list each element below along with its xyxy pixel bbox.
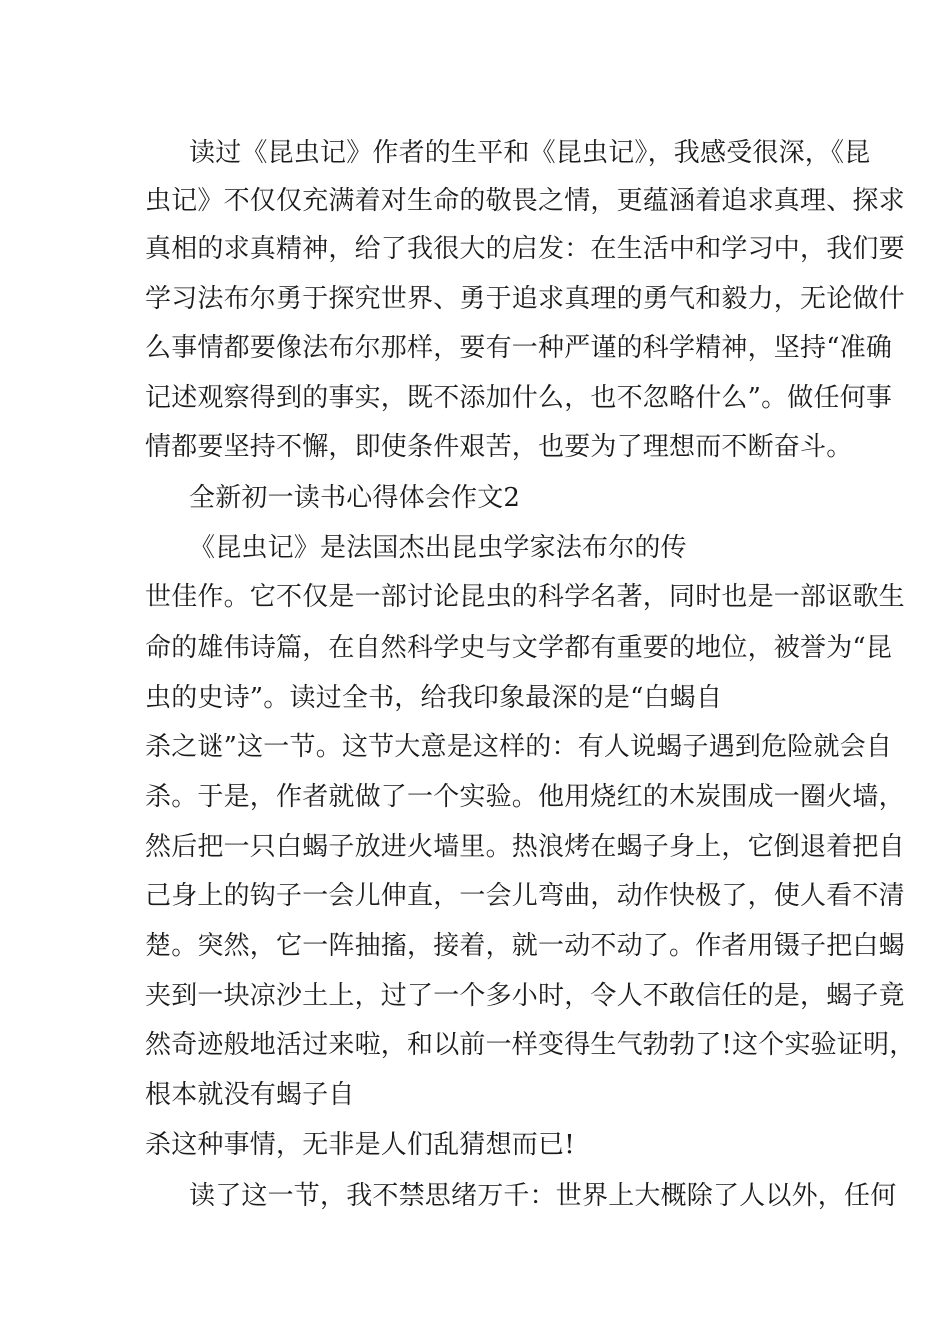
text-line: 然后把一只白蝎子放进火墙里。热浪烤在蝎子身上，它倒退着把自 xyxy=(145,832,905,862)
text-line: 世佳作。它不仅是一部讨论昆虫的科学名著，同时也是一部讴歌生 xyxy=(145,582,905,612)
text-line: 虫记》不仅仅充满着对生命的敬畏之情，更蕴涵着追求真理、探求 xyxy=(145,186,905,216)
text-line: 根本就没有蝎子自 xyxy=(145,1080,355,1110)
text-line: 己身上的钩子一会儿伸直，一会儿弯曲，动作快极了，使人看不清 xyxy=(145,881,905,911)
text-line: 命的雄伟诗篇，在自然科学史与文学都有重要的地位，被誉为“昆 xyxy=(145,633,893,663)
section-heading: 全新初一读书心得体会作文2 xyxy=(189,483,521,513)
text-line: 杀之谜”这一节。这节大意是这样的：有人说蝎子遇到危险就会自 xyxy=(145,732,893,762)
text-line: 杀这种事情，无非是人们乱猜想而已! xyxy=(145,1130,575,1160)
text-line: 读过《昆虫记》作者的生平和《昆虫记》，我感受很深，《昆 xyxy=(189,138,871,168)
text-line: 《昆虫记》是法国杰出昆虫学家法布尔的传 xyxy=(189,533,687,563)
text-line: 真相的求真精神，给了我很大的启发：在生活中和学习中，我们要 xyxy=(145,234,905,264)
text-line: 虫的史诗”。读过全书，给我印象最深的是“白蝎自 xyxy=(145,683,723,713)
text-line: 然奇迹般地活过来啦，和以前一样变得生气勃勃了!这个实验证明， xyxy=(145,1030,916,1060)
text-line: 夹到一块凉沙土上，过了一个多小时，令人不敢信任的是，蝎子竟 xyxy=(145,981,905,1011)
text-line: 么事情都要像法布尔那样，要有一种严谨的科学精神，坚持“准确 xyxy=(145,333,893,363)
text-line: 情都要坚持不懈，即使条件艰苦，也要为了理想而不断奋斗。 xyxy=(145,432,853,462)
text-line: 楚。突然，它一阵抽搐，接着，就一动不动了。作者用镊子把白蝎 xyxy=(145,931,905,961)
text-line: 读了这一节，我不禁思绪万千：世界上大概除了人以外，任何 xyxy=(189,1181,897,1211)
text-line: 杀。于是，作者就做了一个实验。他用烧红的木炭围成一圈火墙， xyxy=(145,782,905,812)
text-line: 学习法布尔勇于探究世界、勇于追求真理的勇气和毅力，无论做什 xyxy=(145,284,905,314)
text-line: 记述观察得到的事实，既不添加什么，也不忽略什么”。做任何事 xyxy=(145,383,893,413)
